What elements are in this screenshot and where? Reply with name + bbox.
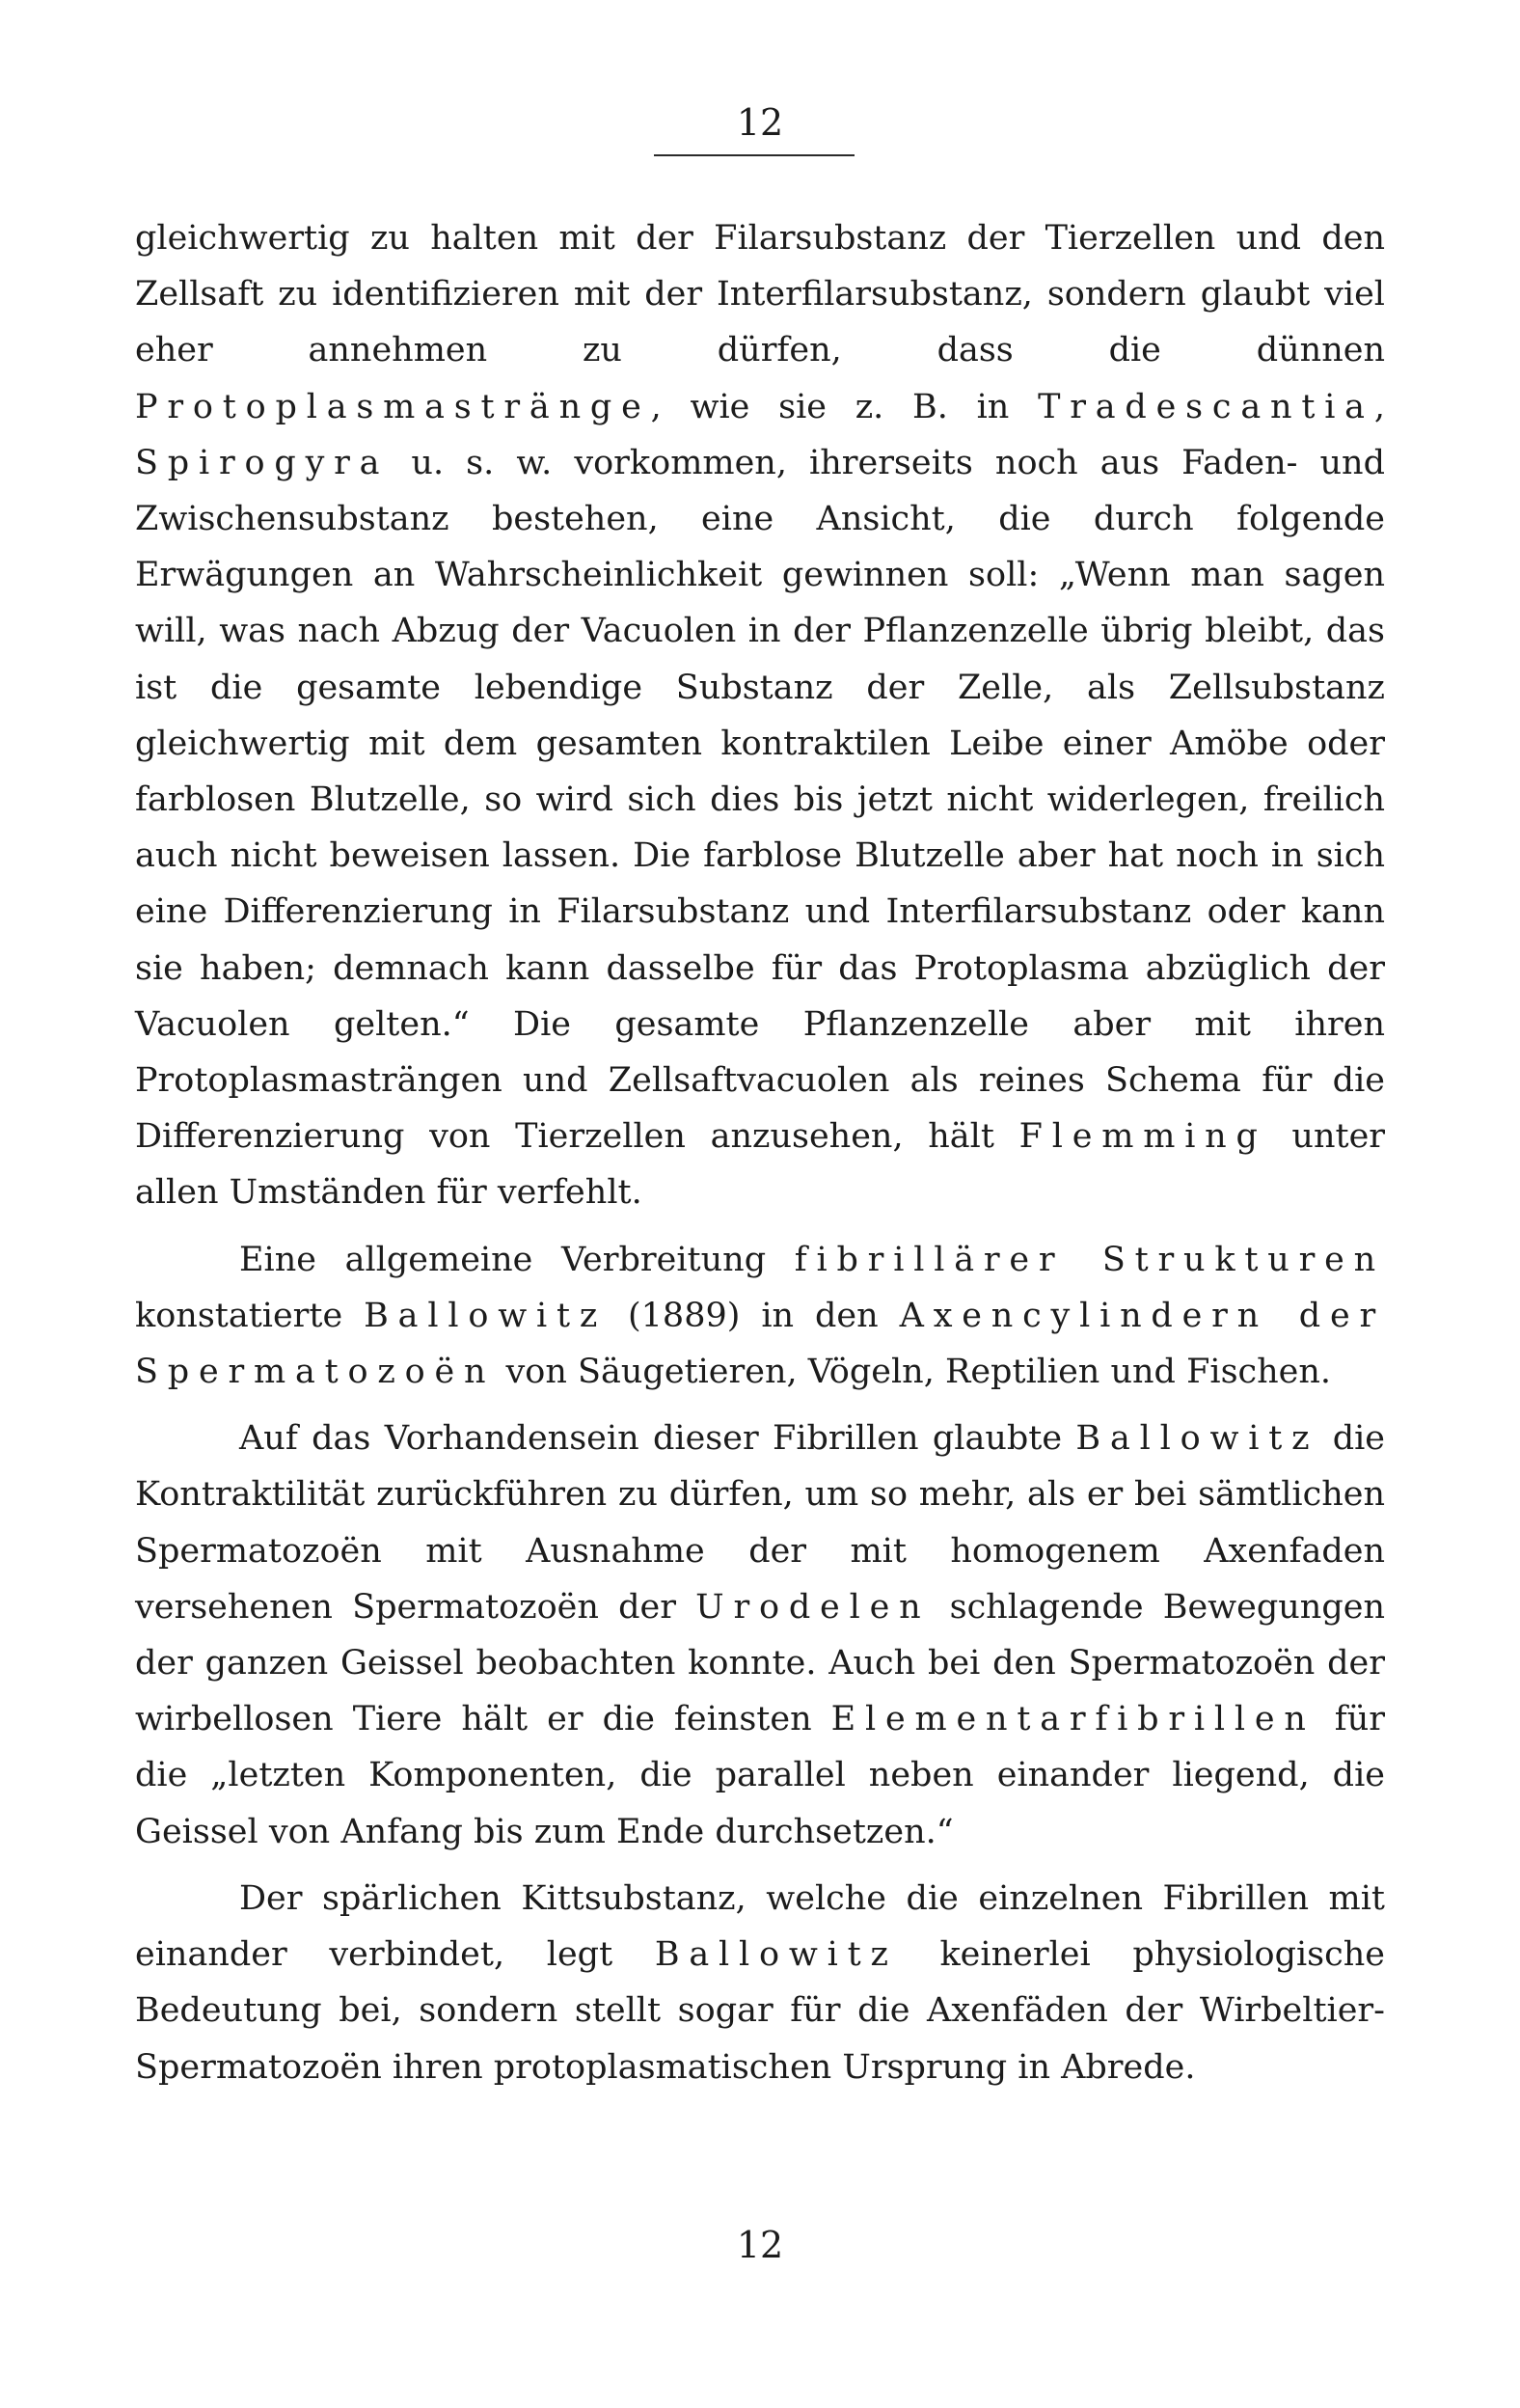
spaced-term: fibrillärer Strukturen bbox=[794, 1240, 1385, 1279]
page-number-bottom: 12 bbox=[736, 2224, 784, 2266]
paragraph-1: gleichwertig zu halten mit der Filarsubstanz der Tierzellen und den Zellsaft zu identifizieren mit der Interfilarsubstanz, sondern glaubt viel eher annehmen zu dürfen, dass die dünnen Protoplasmastränge, wie sie z. B. in Tradescantia, Spirogyra u. s. w. vorkommen, ihrerseits noch aus Faden- und Zwischensubstanz bestehen, eine Ansicht, die durch folgende Erwägungen an Wahrscheinlichkeit gewinnen soll: „Wenn man sagen will, was nach Abzug der Vacuolen in der Pflanzenzelle übrig bleibt, das ist die gesamte lebendige Substanz der Zelle, als Zellsubstanz gleichwertig mit dem gesamten kontraktilen Leibe einer Amöbe oder farblosen Blutzelle, so wird sich dies bis jetzt nicht widerlegen, freilich auch nicht beweisen lassen. Die farblose Blutzelle aber hat noch in sich eine Differenzierung in Filarsubstanz und Interfilarsubstanz oder kann sie haben; demnach kann dasselbe für das Protoplasma abzüglich der Vacuolen gelten.“ Die gesamte Pflanzenzelle aber mit ihren Protoplasmasträngen und Zellsaftvacuolen als reines Schema für die Differenzierung von Tierzellen anzusehen, hält Flemming unter allen Umständen für verfehlt. bbox=[135, 219, 1386, 1213]
body-text bbox=[135, 210, 1385, 2095]
paragraph-3: Auf das Vorhandensein dieser Fibrillen glaubte Ballowitz die Kontraktilität zurückführen zu dürfen, um so mehr, als er bei sämtlichen Spermatozoën mit Ausnahme der mit homogenem Axenfaden versehenen Spermatozoën der Urodelen schlagende Bewegungen der ganzen Geissel beobachten konnte. Auch bei den Spermatozoën der wirbellosen Tiere hält er die feinsten Elementarfibrillen für die „letzten Komponenten, die parallel neben einander liegend, die Geissel von Anfang bis zum Ende durchsetzen.“ bbox=[135, 1419, 1386, 1851]
spaced-name: Flemming bbox=[1018, 1117, 1267, 1157]
spaced-term: Tradescantia bbox=[1038, 387, 1374, 426]
spaced-name: Ballowitz bbox=[364, 1296, 608, 1335]
header-rule bbox=[654, 154, 855, 156]
page-number-top: 12 bbox=[736, 101, 784, 144]
paragraph-2: Eine allgemeine Verbreitung fibrillärer Strukturen konstatierte Ballowitz (1889) in den Axencylindern der Spermatozoën von Säugetieren, Vögeln, Reptilien und Fischen. bbox=[135, 1240, 1386, 1392]
spaced-term: Elementarfibrillen bbox=[830, 1700, 1316, 1739]
spaced-term: Spirogyra bbox=[135, 443, 390, 482]
spaced-term: Axencylindern der Spermatozoën bbox=[135, 1296, 1386, 1392]
spaced-name: Ballowitz bbox=[654, 1935, 898, 1975]
paragraph-4: Der spärlichen Kittsubstanz, welche die einzelnen Fibrillen mit einander verbindet, legt Ballowitz keinerlei physiologische Bedeutung bei, sondern stellt sogar für die Axenfäden der Wirbeltier-Spermatozoën ihren protoplasmatischen Ursprung in Abrede. bbox=[135, 1878, 1385, 2087]
spaced-name: Ballowitz bbox=[1075, 1419, 1319, 1459]
spaced-term: Protoplasmastränge bbox=[135, 387, 651, 426]
spaced-term: Urodelen bbox=[695, 1587, 931, 1627]
